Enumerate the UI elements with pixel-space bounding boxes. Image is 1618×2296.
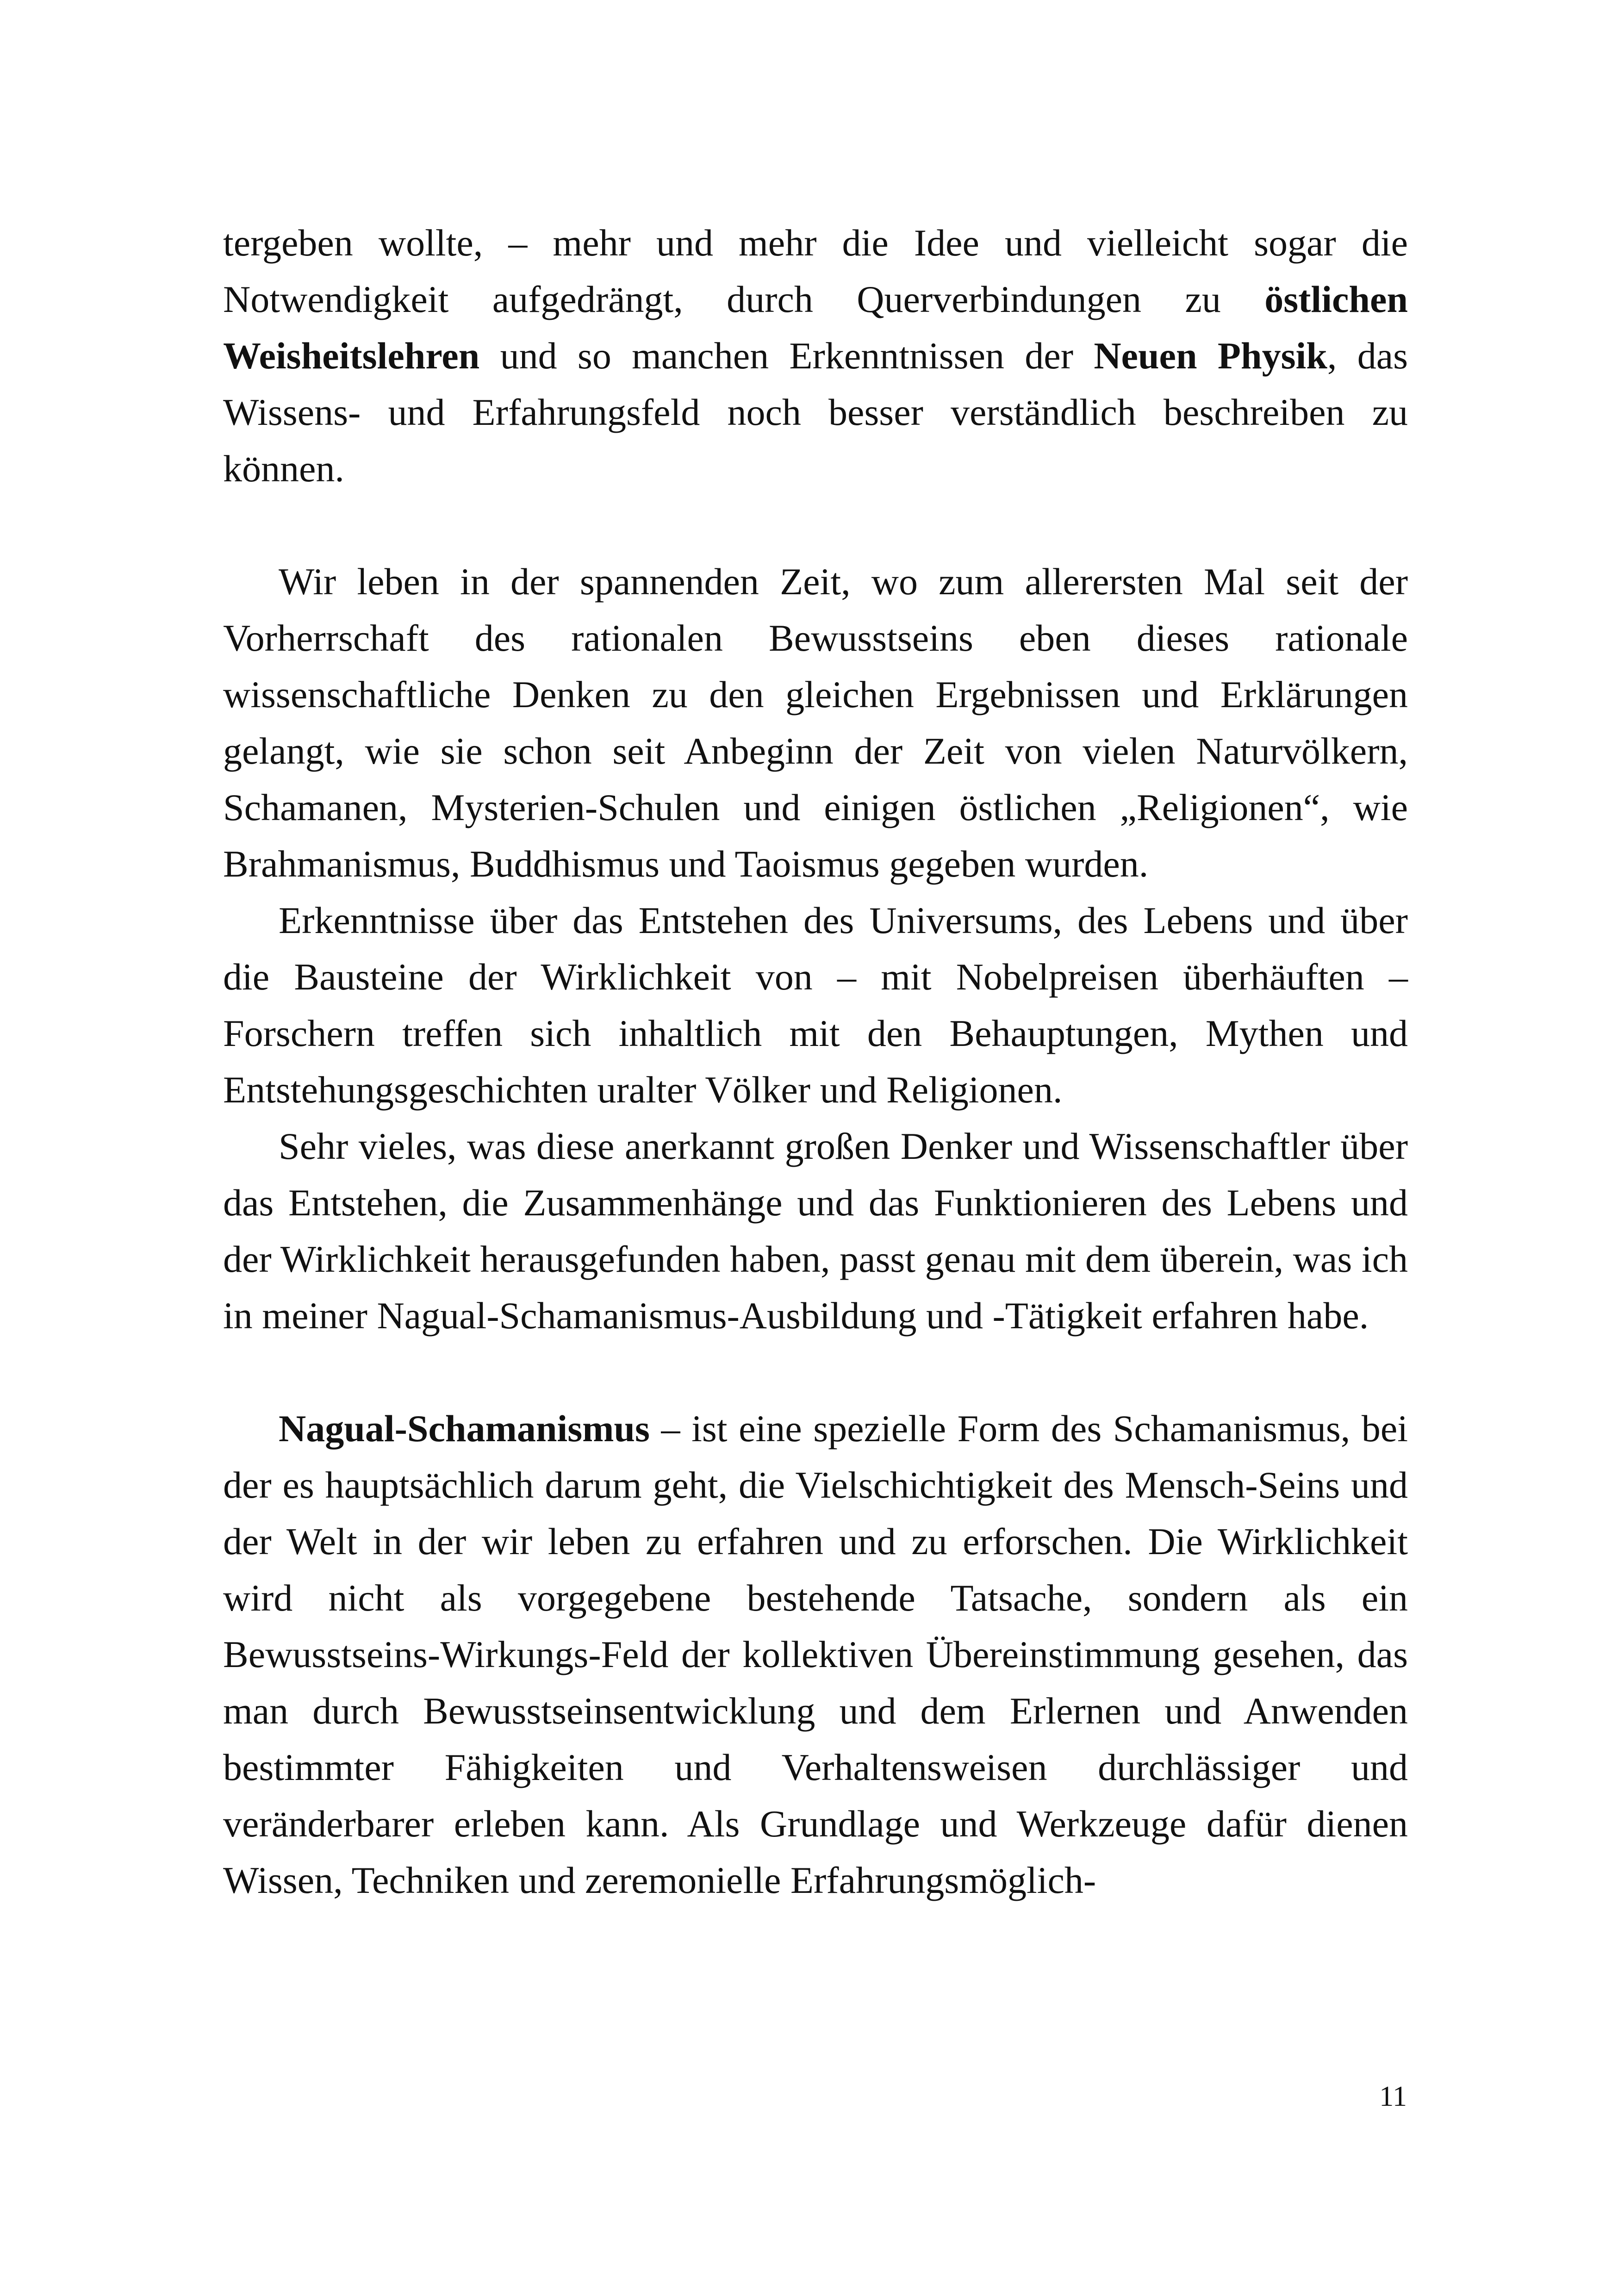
paragraph-5 <box>223 1400 1408 1909</box>
page-number: 11 <box>1379 2081 1407 2112</box>
paragraph-text: – ist eine spezielle Form des Schamanismus, bei der es hauptsächlich darum geht, die Vielschichtigkeit des Mensch-Seins und der Welt in der wir leben zu erfahren und zu erforschen. Die Wirklichkeit wird nicht als vorgegebene bestehende Tatsache, sondern als ein Bewusstseins-Wirkungs-Feld der kollektiven Übereinstimmung gesehen, das man durch Bewusstseinsentwicklung und dem Erlernen und Anwenden bestimmter Fähigkeiten und Verhaltensweisen durchlässiger und veränderbarer erleben kann. Als Grundlage und Werkzeuge dafür dienen Wissen, Techniken und zeremonielle Erfahrungsmöglich- <box>223 1407 1408 1901</box>
bold-term-eastern-wisdom: östlichen Weisheitslehren <box>223 278 1408 377</box>
paragraph-gap <box>223 1344 1408 1400</box>
paragraph-3: Erkenntnisse über das Entstehen des Universums, des Lebens und über die Bausteine der Wirklichkeit von – mit Nobelpreisen überhäuften – Forschern treffen sich inhaltlich mit den Behauptungen, Mythen und Entstehungsgeschichten uralter Völker und Religionen. <box>223 899 1408 1111</box>
body-text <box>223 215 1408 1909</box>
bold-term-new-physics: Neuen Physik <box>1094 335 1327 377</box>
paragraph-continuation <box>223 215 1408 497</box>
paragraph-text: tergeben wollte, – mehr und mehr die Idee und vielleicht sogar die Notwendigkeit aufgedrängt, durch Querverbindungen zu <box>223 222 1408 320</box>
paragraph-text: , das Wissens- und Erfahrungsfeld noch besser verständlich beschreiben zu können. <box>223 335 1408 490</box>
paragraph-gap <box>223 497 1408 554</box>
paragraph-2: Wir leben in der spannenden Zeit, wo zum allerersten Mal seit der Vorherrschaft des rationalen Bewusstseins eben dieses rationale wissenschaftliche Denken zu den gleichen Ergebnissen und Erklärungen gelangt, wie sie schon seit Anbeginn der Zeit von vielen Naturvölkern, Schamanen, Mysterien-Schulen und einigen östlichen „Religionen“, wie Brahmanismus, Buddhismus und Taoismus gegeben wurden. <box>223 560 1408 885</box>
paragraph-4: Sehr vieles, was diese anerkannt großen Denker und Wissenschaftler über das Entstehen, die Zusammenhänge und das Funktionieren des Lebens und der Wirklichkeit herausgefunden haben, passt genau mit dem überein, was ich in meiner Nagual-Schamanismus-Ausbildung und -Tätigkeit erfahren habe. <box>223 1125 1408 1337</box>
bold-term-nagual: Nagual-Schamanismus <box>279 1407 650 1450</box>
paragraph-text: und so manchen Erkenntnissen der <box>479 335 1094 377</box>
